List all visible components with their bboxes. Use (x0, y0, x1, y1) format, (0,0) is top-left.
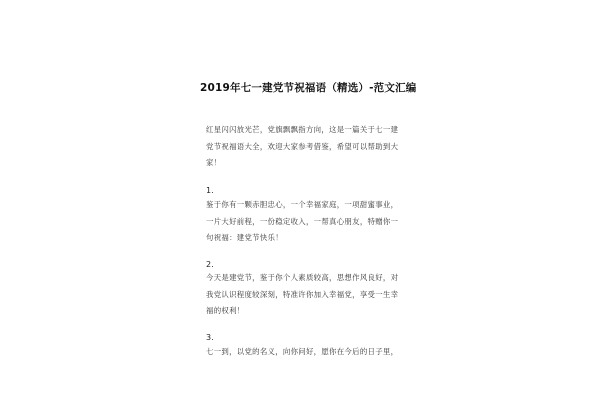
section-3-paragraph (206, 344, 406, 361)
intro-line: 红星闪闪放光芒，党旗飘飘指方向，这是一篇关于七一建 (206, 125, 399, 134)
intro-line: 家！ (206, 158, 222, 167)
section-2-paragraph (206, 270, 406, 320)
section-line: 一片大好前程，一份稳定收入，一帮真心朋友，特赠你一 (206, 216, 399, 226)
section-line: 我党认识程度较深刻，特准许你加入幸福党，享受一生幸 (206, 289, 399, 299)
section-number-1: 1. (206, 186, 214, 195)
section-line: 七一到，以党的名义，向你问好，愿你在今后的日子里， (206, 347, 399, 356)
intro-paragraph (206, 122, 406, 172)
section-line: 鉴于你有一颗赤胆忠心，一个幸福家庭，一项甜蜜事业， (206, 200, 399, 209)
section-line: 今天是建党节，鉴于你个人素质较高，思想作风良好，对 (206, 273, 399, 282)
intro-line: 党节祝福语大全，欢迎大家参考借鉴，希望可以帮助到大 (206, 141, 399, 151)
section-line: 句祝福：建党节快乐！ (206, 233, 283, 242)
section-number-2: 2. (206, 260, 214, 269)
section-line: 福的权利！ (206, 306, 245, 315)
document-title: 2019年七一建党节祝福语（精选）-范文汇编 (200, 82, 417, 94)
section-number-3: 3. (206, 333, 214, 342)
section-1-paragraph (206, 197, 406, 247)
